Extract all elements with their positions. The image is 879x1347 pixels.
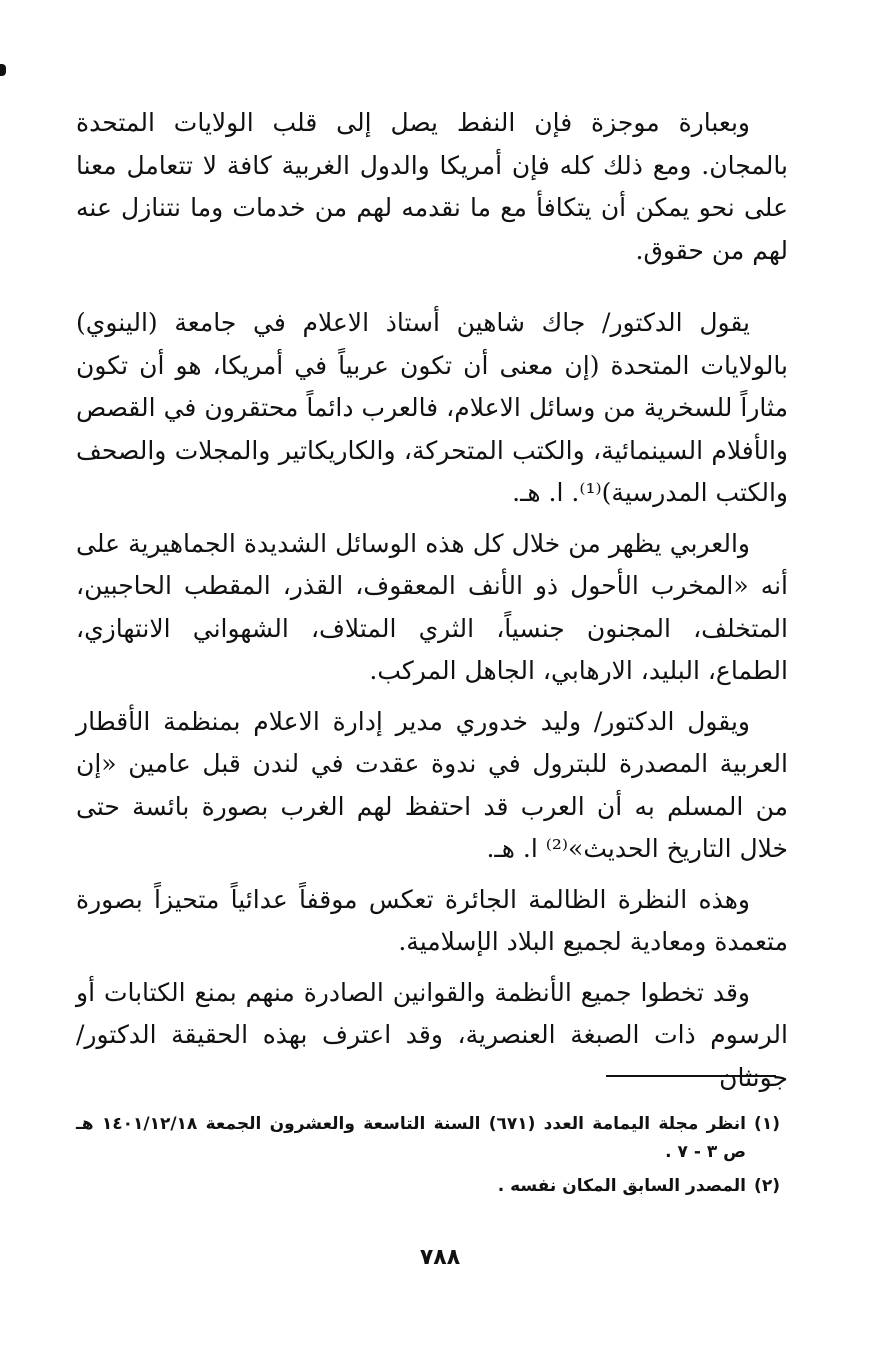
- footnotes: [76, 1110, 780, 1206]
- paragraph-3: والعربي يظهر من خلال كل هذه الوسائل الشديدة الجماهيرية على أنه «المخرب الأحول ذو الأنف المعقوف، القذر، المقطب الحاجبين، المتخلف، المجنون جنسياً، الثري المتلاف، الشهواني الانتهازي، الطماع، البليد، الارهابي، الجاهل المركب.: [76, 528, 788, 685]
- paragraph-6: وقد تخطوا جميع الأنظمة والقوانين الصادرة منهم بمنع الكتابات أو الرسوم ذات الصبغة العنصرية، وقد اعترف بهذه الحقيقة الدكتور/ جونثان: [76, 977, 788, 1092]
- footnote-1: [76, 1110, 780, 1166]
- margin-mark: [0, 64, 6, 76]
- paragraph-4: ويقول الدكتور/ وليد خدوري مدير إدارة الاعلام بمنظمة الأقطار العربية المصدرة للبترول في ندوة عقدت في لندن قبل عامين «إن من المسلم به أن العرب قد احتفظ لهم الغرب بصورة بائسة حتى خلال التاريخ الحديث»⁽²⁾ ا. هـ.: [76, 706, 788, 863]
- footnote-1-text: انظر مجلة اليمامة العدد (٦٧١) السنة التاسعة والعشرون الجمعة ١٤٠١/١٢/١٨ هـ ص ٣ - ٧ .: [76, 1114, 746, 1162]
- footnote-divider: [606, 1075, 776, 1077]
- paragraph-1: وبعبارة موجزة فإن النفط يصل إلى قلب الولايات المتحدة بالمجان. ومع ذلك كله فإن أمريكا والدول الغربية كافة لا تتعامل معنا على نحو يمكن أن يتكافأ مع ما نقدمه لهم من خدمات وما نتنازل عنه لهم من حقوق.: [76, 108, 788, 265]
- footnote-2: [76, 1172, 780, 1200]
- page-number: ٧٨٨: [419, 1245, 461, 1270]
- footnote-2-text: المصدر السابق المكان نفسه .: [497, 1176, 746, 1196]
- main-text: [76, 102, 788, 1099]
- paragraph-2: يقول الدكتور/ جاك شاهين أستاذ الاعلام في جامعة (الينوي) بالولايات المتحدة (إن معنى أن تكون عربياً في أمريكا، هو أن تكون مثاراً للسخرية من وسائل الاعلام، فالعرب دائماً محتقرون في القصص والأفلام السينمائية، والكتب المتحركة، والكاريكاتير والمجلات والصحف والكتب المدرسية)⁽¹⁾. ا. هـ.: [76, 308, 788, 507]
- footnote-1-number: (١): [754, 1114, 780, 1134]
- footnote-2-number: (٢): [754, 1176, 780, 1196]
- paragraph-5: وهذه النظرة الظالمة الجائرة تعكس موقفاً عدائياً متحيزاً بصورة متعمدة ومعادية لجميع البلاد الإسلامية.: [76, 884, 788, 956]
